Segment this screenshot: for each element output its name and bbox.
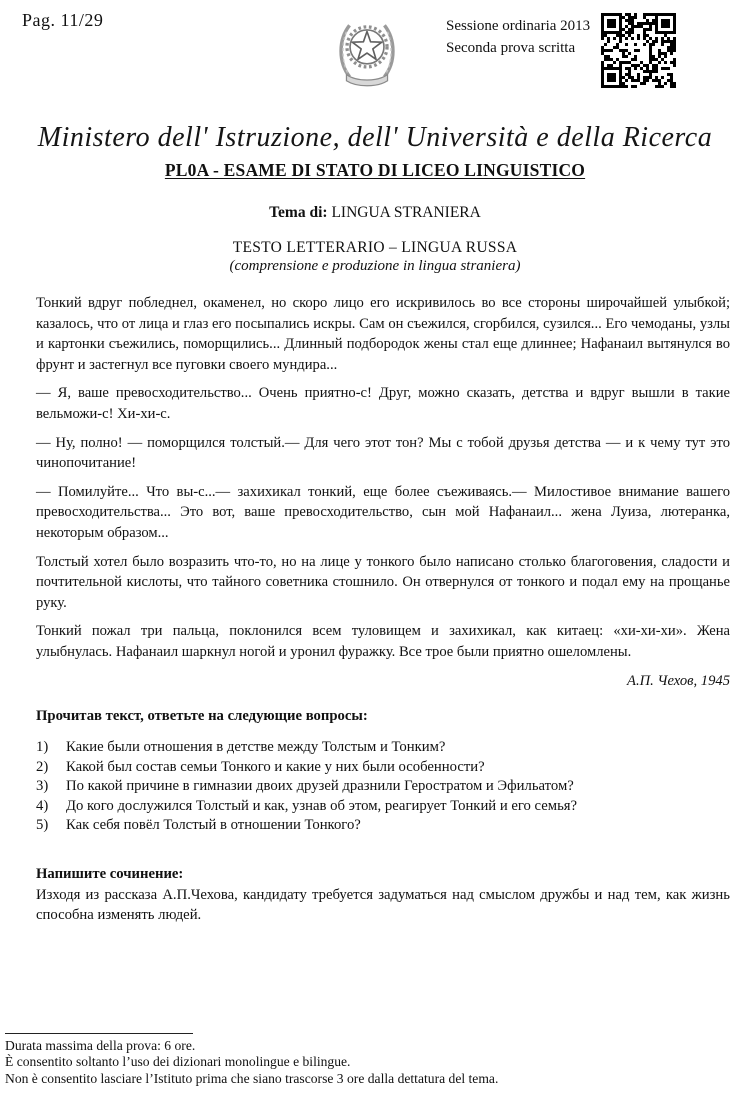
paragraph-6: Тонкий пожал три пальца, поклонился всем туловищем и захихикал, как китаец: «хи-хи-хи». Жена улыбнулась. Нафанаил шаркнул ногой и уронил фуражку. Все трое были приятно ошеломлены.	[36, 623, 730, 660]
question-text: Какой был состав семьи Тонкого и какие у них были особенности?	[66, 758, 485, 775]
session-line1: Sessione ordinaria 2013	[446, 18, 591, 34]
footer-line-3: Non è consentito lasciare l’Istituto prima che siano trascorse 3 ore dalla dettatura del tema.	[5, 1070, 499, 1086]
paragraph-5: Толстый хотел было возразить что-то, но на лице у тонкого было написано столько благоговения, сладости и почтительной кислоты, что тайного советника стошнило. Он отвернулся от тонкого и подал ему на прощанье руку.	[36, 553, 730, 611]
questions-section	[36, 708, 730, 836]
question-text: По какой причине в гимназии двоих друзей дразнили Геростратом и Эфильатом?	[66, 778, 574, 795]
question-number: 4)	[36, 797, 49, 814]
question-text: Как себя повёл Толстый в отношении Тонкого?	[66, 817, 361, 834]
tema-value: LINGUA STRANIERA	[327, 204, 481, 221]
subject-title: TESTO LETTERARIO – LINGUA RUSSA	[232, 239, 518, 256]
question-item	[36, 797, 730, 817]
footer-line-2: È consentito soltanto l’uso dei dizionari monolingue e bilingue.	[5, 1054, 351, 1070]
literary-text	[36, 293, 730, 691]
session-line2: Seconda prova scritta	[446, 40, 576, 56]
page-number: Pag. 11/29	[22, 10, 104, 30]
ministry-title: Ministero dell' Istruzione, dell' Università e della Ricerca	[37, 122, 713, 153]
question-number: 5)	[36, 817, 49, 834]
subject-note: (comprensione e produzione in lingua straniera)	[229, 258, 521, 274]
paragraph-1: Тонкий вдруг побледнел, окаменел, но скоро лицо его искривилось во все стороны широчайшей улыбкой; казалось, что от лица и глаз его посыпались искры. Сам он съежился, сгорбился, сузился... Его чемоданы, узлы и картонки съежились, поморщились... Длинный подбородок жены стал еще длиннее; Нафанаил вытянулся во фрунт и застегнул все пуговки своего мундира...	[36, 295, 730, 373]
question-number: 3)	[36, 778, 49, 795]
qr-code	[601, 13, 676, 88]
author-attribution: А.П. Чехов, 1945	[627, 672, 730, 689]
questions-heading: Прочитав текст, ответьте на следующие вопросы:	[36, 708, 368, 724]
paragraph-3: — Ну, полно! — поморщился толстый.— Для чего этот тон? Мы с тобой друзья детства — и к чему тут это чинопочитание!	[36, 434, 730, 472]
footnote-rule	[5, 1033, 193, 1034]
session-info	[446, 15, 590, 59]
footer-line-1: Durata massima della prova: 6 ore.	[5, 1038, 196, 1053]
question-item	[36, 738, 730, 758]
tema-label: Tema di:	[269, 204, 328, 221]
question-item	[36, 816, 730, 836]
question-number: 1)	[36, 739, 49, 755]
italian-republic-emblem-icon	[336, 13, 398, 89]
exam-title: PL0A - ESAME DI STATO DI LICEO LINGUISTICO	[164, 160, 586, 180]
paragraph-2: — Я, ваше превосходительство... Очень приятно-с! Друг, можно сказать, детства и вдруг вышли в такие вельможи-с! Хи-хи-с.	[36, 385, 730, 422]
essay-text: Изходя из рассказа А.П.Чехова, кандидату требуется задуматься над смыслом дружбы и над тем, как жизнь способна изменять людей.	[36, 886, 730, 924]
tema-line	[0, 204, 750, 222]
question-number: 2)	[36, 758, 49, 775]
question-text: Какие были отношения в детстве между Толстым и Тонким?	[66, 739, 446, 755]
footer-notes	[5, 1033, 745, 1087]
question-item	[36, 758, 730, 778]
question-item	[36, 777, 730, 797]
essay-heading: Напишите сочинение:	[36, 866, 184, 882]
paragraph-4: — Помилуйте... Что вы-с...— захихикал тонкий, еще более съеживаясь.— Милостивое внимание вашего превосходительства... Это вот, ваше превосходительство, сын мой Нафанаил... жена Луиза, лютеранка, некоторым образом...	[36, 483, 730, 541]
essay-section	[36, 864, 730, 926]
question-text: До кого дослужился Толстый и как, узнав об этом, реагирует Тонкий и его семья?	[66, 797, 578, 814]
